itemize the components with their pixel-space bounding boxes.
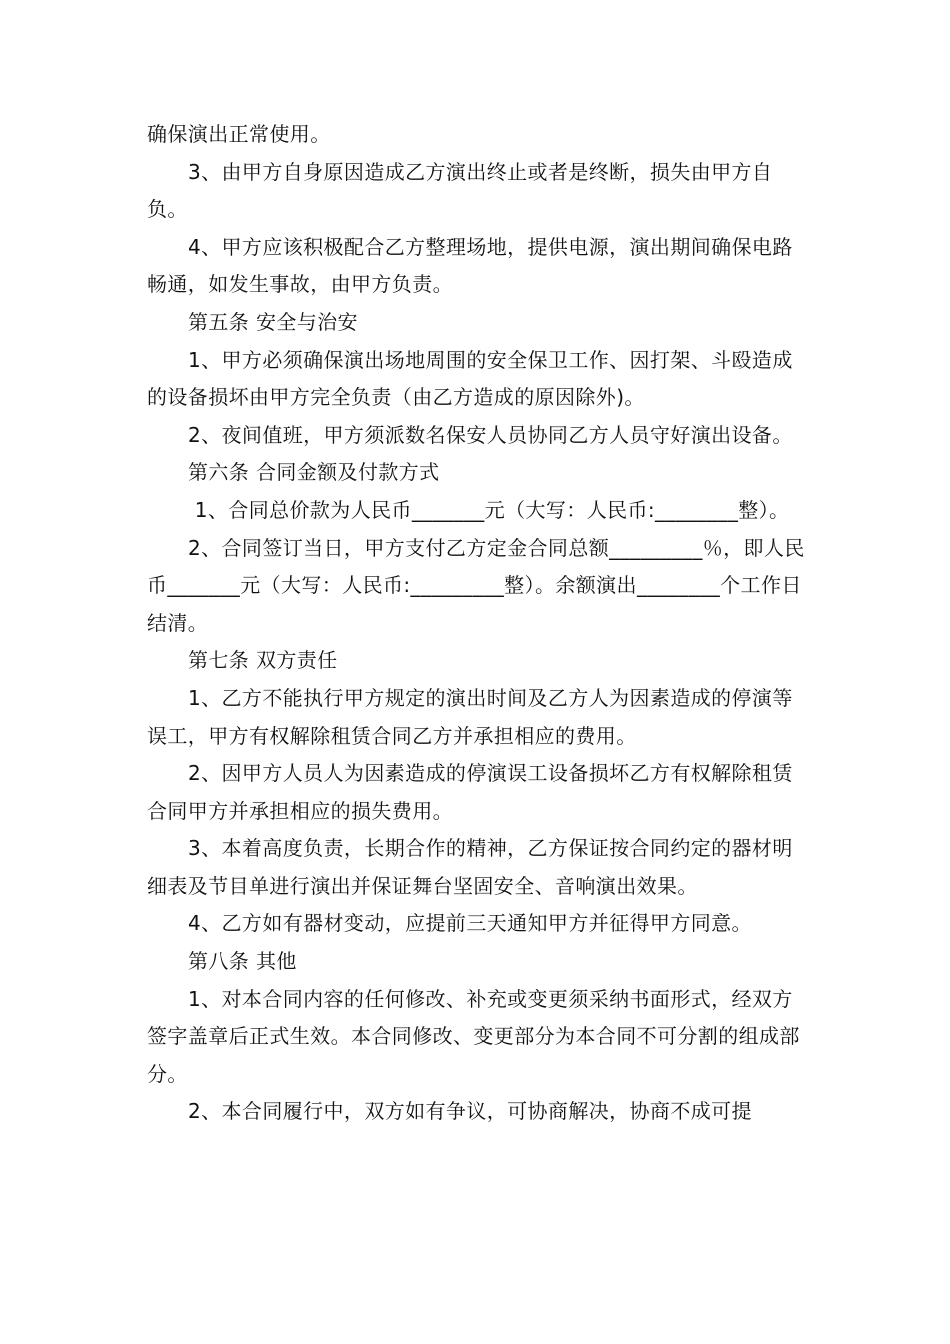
clause-paragraph: 3、由甲方自身原因造成乙方演出终止或者是终断，损失由甲方自负。: [147, 159, 773, 222]
clause-paragraph: 2、夜间值班，甲方须派数名保安人员协同乙方人员守好演出设备。: [188, 422, 793, 447]
clause-paragraph: 4、乙方如有器材变动，应提前三天通知甲方并征得甲方同意。: [188, 911, 752, 936]
clause-paragraph: 2、合同签订当日，甲方支付乙方定金合同总额_________％，即人民币_______元（大写：人民币:_________整）。余额演出________个工作日结清。: [147, 535, 805, 635]
clause-paragraph: 2、因甲方人员人为因素造成的停演误工设备损坏乙方有权解除租赁合同甲方并承担相应的损失费用。: [147, 761, 793, 823]
clause-paragraph: 4、甲方应该积极配合乙方整理场地，提供电源，演出期间确保电路畅通，如发生事故，由甲方负责。: [147, 234, 793, 297]
clause-paragraph: 1、对本合同内容的任何修改、补充或变更须采纳书面形式，经双方签字盖章后正式生效。本合同修改、变更部分为本合同不可分割的组成部分。: [147, 986, 800, 1086]
paragraph-continuation: 确保演出正常使用。: [147, 122, 331, 146]
clause-paragraph: 1、合同总价款为人民币_______元（大写：人民币:________整）。: [188, 497, 790, 522]
article-heading: 第七条 双方责任: [188, 648, 338, 673]
clause-paragraph: 2、本合同履行中，双方如有争议，可协商解决，协商不成可提: [188, 1099, 752, 1124]
document-body: [147, 116, 812, 1131]
clause-paragraph: 1、乙方不能执行甲方规定的演出时间及乙方人为因素造成的停演等误工，甲方有权解除租赁合同乙方并承担相应的费用。: [147, 685, 793, 748]
article-heading: 第五条 安全与治安: [188, 309, 358, 334]
clause-paragraph: 3、本着高度负责，长期合作的精神，乙方保证按合同约定的器材明细表及节目单进行演出并保证舞台坚固安全、音响演出效果。: [147, 836, 793, 898]
article-heading: 第六条 合同金额及付款方式: [188, 460, 440, 485]
clause-paragraph: 1、甲方必须确保演出场地周围的安全保卫工作、因打架、斗殴造成的设备损坏由甲方完全负责（由乙方造成的原因除外)。: [147, 347, 793, 410]
article-heading: 第八条 其他: [188, 949, 297, 974]
